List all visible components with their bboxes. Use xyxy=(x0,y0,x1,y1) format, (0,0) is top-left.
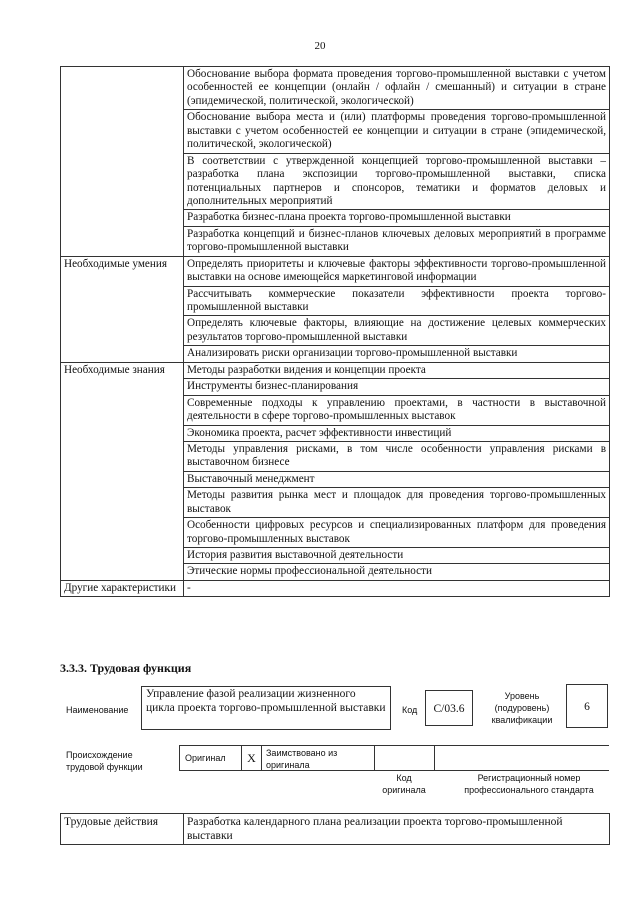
level-label: Уровень (подуровень) квалификации xyxy=(491,691,553,726)
table-row xyxy=(61,286,610,316)
row-item: Современные подходы к управлению проектами, в частности в выставочной деятельности в сфере торгово-промышленных выставок xyxy=(184,395,610,425)
row-item: Особенности цифровых ресурсов и специализированных платформ для проведения торгово-промышленных выставок xyxy=(184,518,610,548)
row-category xyxy=(61,471,184,487)
row-item: Разработка бизнес-плана проекта торгово-промышленной выставки xyxy=(184,210,610,226)
row-item: Выставочный менеджмент xyxy=(184,471,610,487)
table-row xyxy=(61,379,610,395)
table-row xyxy=(61,441,610,471)
row-item: Разработка концепций и бизнес-планов ключевых деловых мероприятий в программе торгово-промышленной выставки xyxy=(184,226,610,256)
original-code-cell xyxy=(375,746,435,771)
table-row xyxy=(61,518,610,548)
row-category xyxy=(61,316,184,346)
row-item: Обоснование выбора места и (или) платформы проведения торгово-промышленной выставки с учетом особенностей ее концепции и ситуации в стране (эпидемической, политической, экологической) xyxy=(184,110,610,153)
code-original-label: Код оригинала xyxy=(382,773,426,796)
table-row xyxy=(61,471,610,487)
row-item: Методы управления рисками, в том числе особенности управления рисками в выставочном бизнесе xyxy=(184,441,610,471)
row-category xyxy=(61,395,184,425)
reg-number-label: Регистрационный номер профессионального стандарта xyxy=(464,773,594,796)
row-category xyxy=(61,67,184,110)
row-item: Определять ключевые факторы, влияющие на достижение целевых коммерческих результатов торгово-промышленной выставки xyxy=(184,316,610,346)
table-row xyxy=(61,153,610,210)
row-item: Разработка календарного плана реализации проекта торгово-промышленной выставки xyxy=(184,814,610,845)
row-category xyxy=(61,110,184,153)
table-row xyxy=(61,346,610,362)
row-category xyxy=(61,564,184,580)
table-row xyxy=(61,814,610,845)
row-category xyxy=(61,548,184,564)
code-label: Код xyxy=(402,705,418,715)
row-category xyxy=(61,226,184,256)
table-row xyxy=(61,425,610,441)
table-row xyxy=(61,316,610,346)
row-item: Анализировать риски организации торгово-промышленной выставки xyxy=(184,346,610,362)
function-code: C/03.6 xyxy=(425,690,473,726)
borrowed-label: Заимствовано из оригинала xyxy=(262,746,375,771)
row-category xyxy=(61,210,184,226)
level-value: 6 xyxy=(566,684,608,728)
table-row xyxy=(61,488,610,518)
row-item: Экономика проекта, расчет эффективности инвестиций xyxy=(184,425,610,441)
table-row xyxy=(61,395,610,425)
reg-number-cell xyxy=(435,746,610,771)
row-category: Необходимые умения xyxy=(61,256,184,286)
origin-label: Происхождение трудовой функции xyxy=(66,750,143,773)
row-category xyxy=(61,153,184,210)
row-category xyxy=(61,379,184,395)
origin-box xyxy=(179,745,609,771)
row-category: Трудовые действия xyxy=(61,814,184,845)
original-mark: X xyxy=(242,746,262,771)
row-category: Необходимые знания xyxy=(61,362,184,378)
row-item: Инструменты бизнес-планирования xyxy=(184,379,610,395)
row-category xyxy=(61,346,184,362)
page-number: 20 xyxy=(314,40,326,52)
row-item: - xyxy=(184,580,610,596)
table-row xyxy=(61,210,610,226)
row-category: Другие характеристики xyxy=(61,580,184,596)
table-row xyxy=(61,580,610,596)
row-item: История развития выставочной деятельности xyxy=(184,548,610,564)
table-row xyxy=(61,110,610,153)
table-row xyxy=(61,226,610,256)
row-category xyxy=(61,286,184,316)
row-category xyxy=(61,518,184,548)
table-row xyxy=(61,362,610,378)
row-item: Этические нормы профессиональной деятельности xyxy=(184,564,610,580)
table-row xyxy=(61,67,610,110)
table-row xyxy=(61,564,610,580)
section-title: 3.3.3. Трудовая функция xyxy=(60,661,192,675)
row-category xyxy=(61,488,184,518)
row-item: Обоснование выбора формата проведения торгово-промышленной выставки с учетом особенностей ее концепции (онлайн / офлайн / смешанный) и ситуации в стране (эпидемической, политической, экологической) xyxy=(184,67,610,110)
table-row xyxy=(61,548,610,564)
row-category xyxy=(61,425,184,441)
row-category xyxy=(61,441,184,471)
actions-table xyxy=(60,813,610,845)
function-name: Управление фазой реализации жизненного цикла проекта торгово-промышленной выставки xyxy=(141,686,391,730)
row-item: Определять приоритеты и ключевые факторы эффективности торгово-промышленной выставки на основе имеющейся маркетинговой информации xyxy=(184,256,610,286)
table-row xyxy=(61,256,610,286)
row-item: Рассчитывать коммерческие показатели эффективности проекта торгово-промышленной выставки xyxy=(184,286,610,316)
row-item: Методы разработки видения и концепции проекта xyxy=(184,362,610,378)
name-label: Наименование xyxy=(66,705,129,715)
competency-table xyxy=(60,66,610,597)
row-item: Методы развития рынка мест и площадок для проведения торгово-промышленных выставок xyxy=(184,488,610,518)
original-label: Оригинал xyxy=(180,746,242,771)
row-item: В соответствии с утвержденной концепцией торгово-промышленной выставки – разработка плана экспозиции торгово-промышленной выставки, списка потенциальных партнеров и спонсоров, тематики и форматов деловых и дополнительных мероприятий xyxy=(184,153,610,210)
